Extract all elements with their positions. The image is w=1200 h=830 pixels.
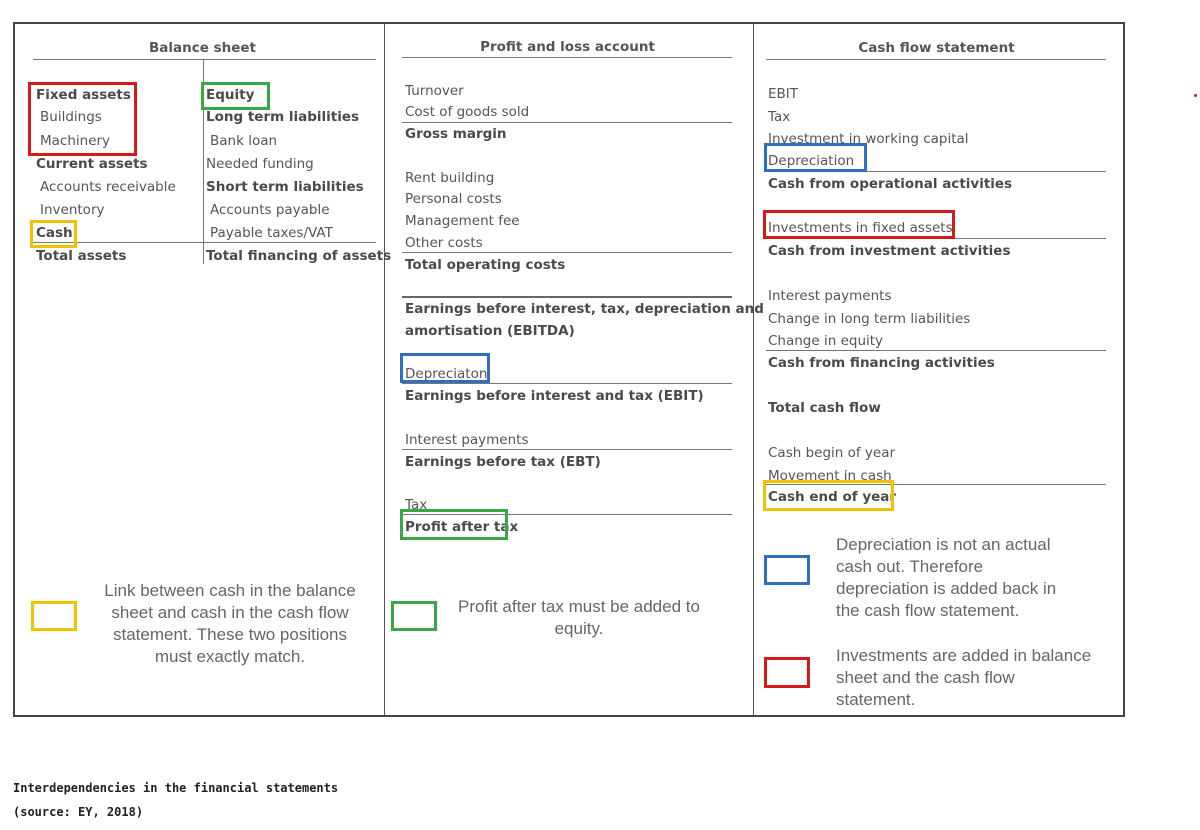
pnl-ebit: Earnings before interest and tax (EBIT) <box>405 388 704 404</box>
cf-interest: Interest payments <box>768 288 892 304</box>
pnl-interest: Interest payments <box>405 432 529 448</box>
highlight-cf-depreciation <box>764 143 867 172</box>
bs-inventory: Inventory <box>40 202 105 218</box>
column-divider <box>384 24 385 715</box>
legend-blue-swatch <box>764 555 810 585</box>
pnl-cogs: Cost of goods sold <box>405 104 530 120</box>
bs-payable-taxes: Payable taxes/VAT <box>210 225 333 241</box>
cf-cash-end: Cash end of year <box>768 489 897 505</box>
bs-buildings: Buildings <box>40 109 102 125</box>
cf-operational: Cash from operational activities <box>768 176 1013 192</box>
legend-red-text: Investments are added in balance sheet and the cash flow statement. <box>836 646 1092 709</box>
bs-total-financing: Total financing of assets <box>206 248 392 264</box>
highlight-pnl-depreciation <box>400 353 490 383</box>
divider <box>402 449 732 450</box>
cf-ebit: EBIT <box>768 86 799 102</box>
red-dot-marker <box>1194 94 1197 97</box>
bs-current-assets: Current assets <box>36 156 148 172</box>
bs-accounts-receivable: Accounts receivable <box>40 179 176 195</box>
legend-green-text: Profit after tax must be added to equity. <box>458 597 700 638</box>
pnl-personal-costs: Personal costs <box>405 191 502 207</box>
pnl-title: Profit and loss account <box>480 39 655 55</box>
cf-depreciation: Depreciation <box>768 153 855 169</box>
cf-movement: Movement in cash <box>768 468 892 484</box>
divider <box>402 252 732 253</box>
divider <box>402 122 732 123</box>
legend-yellow-swatch <box>31 601 77 631</box>
bs-needed-funding: Needed funding <box>206 156 314 172</box>
divider <box>33 59 376 60</box>
cf-change-long-term: Change in long term liabilities <box>768 311 971 327</box>
highlight-profit-after-tax <box>400 509 508 540</box>
pnl-turnover: Turnover <box>405 83 464 99</box>
cf-cash-begin: Cash begin of year <box>768 445 896 461</box>
bs-bank-loan: Bank loan <box>210 133 278 149</box>
legend-red-swatch <box>764 657 810 688</box>
legend-yellow-text: Link between cash in the balance sheet and cash in the cash flow statement. These two positions must exactly match. <box>104 581 356 666</box>
cf-financing-activities: Cash from financing activities <box>768 355 995 371</box>
divider <box>402 383 732 384</box>
bs-fixed-assets: Fixed assets <box>36 87 131 103</box>
cf-investments-fixed-assets: Investments in fixed assets <box>768 220 953 236</box>
highlight-equity <box>201 82 270 110</box>
bs-long-term-liabilities: Long term liabilities <box>206 109 360 125</box>
highlight-cash <box>30 220 77 248</box>
highlight-cf-cash-end <box>763 480 897 511</box>
highlight-fixed-assets <box>28 82 137 156</box>
bs-cash: Cash <box>36 225 73 241</box>
pnl-tax: Tax <box>405 497 428 513</box>
divider <box>33 242 376 243</box>
column-divider <box>753 24 754 715</box>
divider <box>402 57 732 58</box>
cf-total-cash-flow: Total cash flow <box>768 400 881 416</box>
pnl-depreciation: Depreciaton <box>405 366 488 382</box>
bs-short-term-liabilities: Short term liabilities <box>206 179 364 195</box>
pnl-ebt: Earnings before tax (EBT) <box>405 454 601 470</box>
pnl-rent: Rent building <box>405 170 495 186</box>
legend-green-swatch <box>391 601 437 631</box>
bs-total-assets: Total assets <box>36 248 127 264</box>
figure-caption: Interdependencies in the financial statements <box>13 781 339 795</box>
bs-accounts-payable: Accounts payable <box>210 202 330 218</box>
highlight-cf-investments <box>763 210 955 239</box>
bs-equity: Equity <box>206 87 255 103</box>
cf-working-capital: Investment in working capital <box>768 131 969 147</box>
pnl-other-costs: Other costs <box>405 235 483 251</box>
pnl-gross-margin: Gross margin <box>405 126 507 142</box>
divider <box>766 350 1106 351</box>
figure-source: (source: EY, 2018) <box>13 805 144 819</box>
pnl-ebitda-line1: Earnings before interest, tax, depreciation and <box>405 301 764 317</box>
pnl-profit-after-tax: Profit after tax <box>405 519 519 535</box>
divider <box>766 59 1106 60</box>
pnl-total-operating-costs: Total operating costs <box>405 257 566 273</box>
legend-blue-text: Depreciation is not an actual cash out. Therefore depreciation is added back in the cash flow statement. <box>836 535 1057 620</box>
cf-tax: Tax <box>768 109 791 125</box>
cf-change-equity: Change in equity <box>768 333 884 349</box>
divider <box>402 296 732 298</box>
balance-sheet-title: Balance sheet <box>148 40 257 56</box>
cf-investment-activities: Cash from investment activities <box>768 243 1011 259</box>
pnl-management-fee: Management fee <box>405 213 520 229</box>
bs-machinery: Machinery <box>40 133 111 149</box>
cashflow-title: Cash flow statement <box>858 40 1015 56</box>
pnl-ebitda-line2: amortisation (EBITDA) <box>405 323 575 339</box>
